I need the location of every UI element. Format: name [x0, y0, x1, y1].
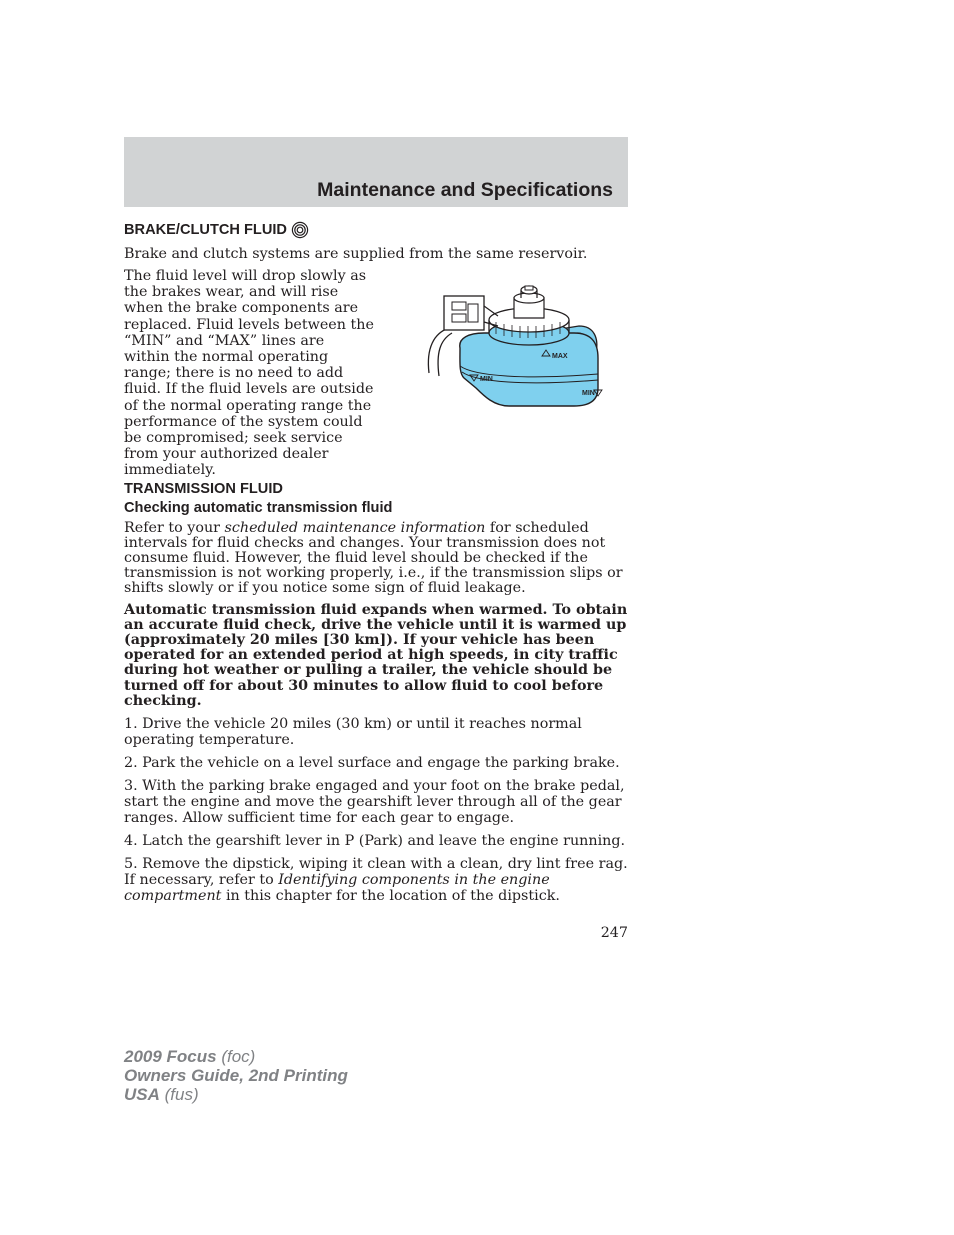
document-footer [124, 1047, 348, 1104]
step-5 [124, 856, 629, 904]
footer-market-code: (fus) [159, 1085, 199, 1104]
step-1: 1. Drive the vehicle 20 miles (30 km) or until it reaches normal operating temperature. [124, 716, 582, 749]
page-content [124, 220, 629, 904]
page-number: 247 [600, 925, 628, 941]
footer-line-3 [124, 1085, 348, 1104]
min-label-left: MIN [480, 376, 493, 383]
footer-guide-edition: Owners Guide, 2nd Printing [124, 1066, 348, 1085]
step-4: 4. Latch the gearshift lever in P (Park) and leave the engine running. [124, 833, 626, 850]
brake-reservoir-figure [374, 268, 629, 418]
section-title: Maintenance and Specifications [317, 179, 613, 201]
step5-text-end: in this chapter for the location of the dipstick. [221, 888, 560, 905]
para1-text-start: Refer to your [124, 519, 225, 536]
engine-compartment-reference: Identifying components in the engine compartment [124, 872, 550, 905]
brake-clutch-heading-text: BRAKE/CLUTCH FLUID [124, 222, 287, 238]
footer-line-2 [124, 1066, 348, 1085]
transmission-fluid-heading: TRANSMISSION FLUID [124, 480, 283, 497]
scheduled-maintenance-reference: scheduled maintenance information [224, 519, 486, 536]
para1-text-end: for scheduled intervals for fluid checks and changes. Your transmission does not consume fluid. However, the fluid level should be checked if the transmission is not working properly, i.e., if the transmission slips or shifts slowly or if you notice some sign of fluid leakage. [124, 519, 623, 597]
footer-line-1 [124, 1047, 348, 1066]
footer-model-code: (foc) [216, 1047, 256, 1066]
step-2: 2. Park the vehicle on a level surface and engage the parking brake. [124, 755, 620, 772]
section-header-band [124, 137, 628, 207]
fluid-expansion-warning: Automatic transmission fluid expands when warmed. To obtain an accurate fluid check, drive the vehicle until it is warmed up (approximately 20 miles [30 km]). If your vehicle has been operated for an extended period at high speeds, in city traffic during hot weather or pulling a trailer, the vehicle should be turned off for about 30 minutes to allow fluid to cool before checking. [124, 601, 628, 709]
brake-body-block [124, 268, 629, 479]
checking-atf-subheading: Checking automatic transmission fluid [124, 499, 393, 516]
reservoir-illustration [414, 278, 604, 423]
footer-market: USA [124, 1085, 160, 1104]
brake-clutch-heading [124, 220, 629, 240]
brake-intro-text: Brake and clutch systems are supplied from the same reservoir. [124, 246, 588, 262]
max-label: MAX [552, 353, 568, 360]
brake-body-text: The fluid level will drop slowly as the brakes wear, and will rise when the brake components are replaced. Fluid levels between the “MIN” and “MAX” lines are within the normal operating range; there is no need to add fluid. If the fluid levels are outside of the normal operating range the performance of the system could be compromised; seek service from your authorized dealer immediately. [124, 268, 374, 479]
footer-model: 2009 Focus [124, 1047, 217, 1066]
min-label-right: MIN [582, 390, 595, 397]
step5-text-start: 5. Remove the dipstick, wiping it clean with a clean, dry lint free rag. If necessary, refer to [124, 856, 628, 889]
step-3: 3. With the parking brake engaged and your foot on the brake pedal, start the engine and move the gearshift lever through all of the gear ranges. Allow sufficient time for each gear to engage. [124, 778, 625, 827]
transmission-intro-paragraph [124, 521, 629, 597]
brake-fluid-symbol-icon [291, 221, 309, 239]
